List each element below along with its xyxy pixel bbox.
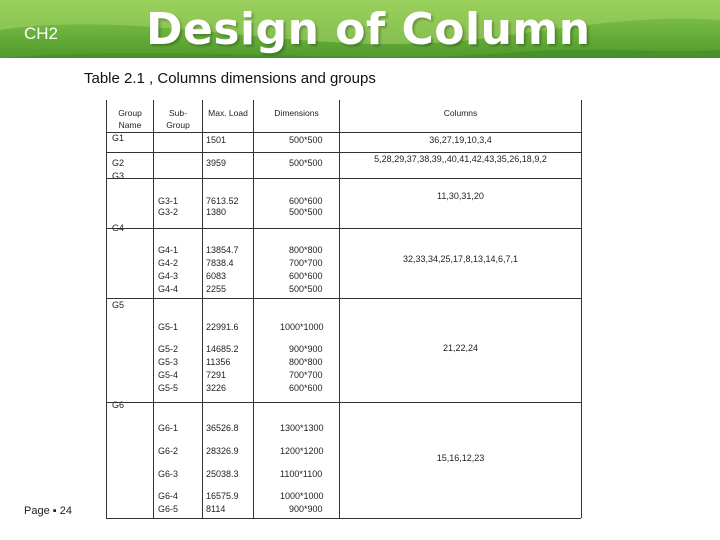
table-rule (581, 100, 582, 518)
table-rule (106, 178, 581, 179)
table-rule (106, 132, 581, 133)
table-rule (106, 298, 581, 299)
group-name: G5 (112, 300, 125, 310)
group-name: G2 (112, 158, 125, 168)
subgroup-cell: G5-4 (158, 370, 179, 380)
max-load-cell: 25038.3 (206, 469, 239, 479)
dimension-cell: 1200*1200 (280, 446, 324, 456)
subgroup-cell: G3-2 (158, 207, 179, 217)
columns-table (106, 100, 581, 518)
page-number: Page ▪ 24 (24, 505, 72, 517)
subgroup-cell: G6-3 (158, 469, 179, 479)
column-list: 36,27,19,10,3,4 (429, 135, 492, 145)
subgroup-cell: G5-5 (158, 383, 179, 393)
max-load-cell: 7613.52 (206, 196, 239, 206)
max-load-cell: 22991.6 (206, 322, 239, 332)
header-max-load: Max. Load (208, 108, 248, 118)
subgroup-cell: G4-1 (158, 245, 179, 255)
column-list: 5,28,29,37,38,39,,40,41,42,43,35,26,18,9,2 (374, 154, 547, 164)
dimension-cell: 700*700 (289, 370, 323, 380)
group-name: G1 (112, 133, 125, 143)
dimension-cell: 1300*1300 (280, 423, 324, 433)
dimension-cell: 500*500 (289, 135, 323, 145)
column-list: 11,30,31,20 (437, 191, 484, 201)
dimension-cell: 600*600 (289, 196, 323, 206)
subgroup-cell: G4-2 (158, 258, 179, 268)
subgroup-cell: G6-5 (158, 504, 179, 514)
max-load-cell: 3959 (206, 158, 227, 168)
header-subgroup: Sub-Group (166, 108, 190, 130)
max-load-cell: 2255 (206, 284, 227, 294)
column-list: 15,16,12,23 (436, 453, 485, 463)
max-load-cell: 11356 (206, 357, 231, 367)
dimension-cell: 1100*1100 (280, 469, 323, 479)
subgroup-cell: G5-2 (158, 344, 179, 354)
header-dimensions: Dimensions (274, 108, 319, 118)
max-load-cell: 16575.9 (206, 491, 239, 501)
max-load-cell: 8114 (206, 504, 226, 514)
table-rule (106, 100, 107, 518)
dimension-cell: 500*500 (289, 158, 323, 168)
dimension-cell: 600*600 (289, 383, 323, 393)
subgroup-cell: G6-2 (158, 446, 179, 456)
dimension-cell: 700*700 (289, 258, 323, 268)
header-banner (0, 0, 720, 68)
group-name: G4 (112, 223, 125, 233)
table-rule (106, 518, 581, 519)
group-name: G6 (112, 400, 125, 410)
dimension-cell: 1000*1000 (280, 322, 324, 332)
dimension-cell: 900*900 (289, 344, 323, 354)
max-load-cell: 28326.9 (206, 446, 239, 456)
max-load-cell: 7291 (206, 370, 227, 380)
dimension-cell: 600*600 (289, 271, 323, 281)
max-load-cell: 1380 (206, 207, 227, 217)
subgroup-cell: G4-4 (158, 284, 179, 294)
table-rule (202, 100, 203, 518)
max-load-cell: 6083 (206, 271, 227, 281)
max-load-cell: 3226 (206, 383, 227, 393)
max-load-cell: 7838.4 (206, 258, 234, 268)
page-title: Design of Column (146, 4, 591, 55)
max-load-cell: 13854.7 (206, 245, 239, 255)
subgroup-cell: G6-4 (158, 491, 179, 501)
header-columns: Columns (443, 108, 478, 118)
dimension-cell: 900*900 (289, 504, 323, 514)
subgroup-cell: G4-3 (158, 271, 179, 281)
subgroup-cell: G3-1 (158, 196, 179, 206)
table-rule (253, 100, 254, 518)
subgroup-cell: G5-1 (158, 322, 179, 332)
dimension-cell: 500*500 (289, 284, 323, 294)
chapter-label: CH2 (24, 24, 59, 43)
max-load-cell: 1501 (206, 135, 227, 145)
column-list: 21,22,24 (442, 343, 479, 353)
dimension-cell: 1000*1000 (280, 491, 324, 501)
subgroup-cell: G5-3 (158, 357, 179, 367)
dimension-cell: 500*500 (289, 207, 323, 217)
dimension-cell: 800*800 (289, 245, 323, 255)
subgroup-cell: G6-1 (158, 423, 179, 433)
table-rule (153, 100, 154, 518)
dimension-cell: 800*800 (289, 357, 323, 367)
table-caption: Table 2.1 , Columns dimensions and groups (84, 70, 376, 87)
header-group: Group Name (118, 108, 142, 130)
table-rule (106, 228, 581, 229)
column-list: 32,33,34,25,17,8,13,14,6,7,1 (402, 254, 519, 264)
table-rule (106, 402, 581, 403)
group-name: G3 (112, 171, 125, 181)
max-load-cell: 36526.8 (206, 423, 239, 433)
table-rule (106, 152, 581, 153)
max-load-cell: 14685.2 (206, 344, 239, 354)
